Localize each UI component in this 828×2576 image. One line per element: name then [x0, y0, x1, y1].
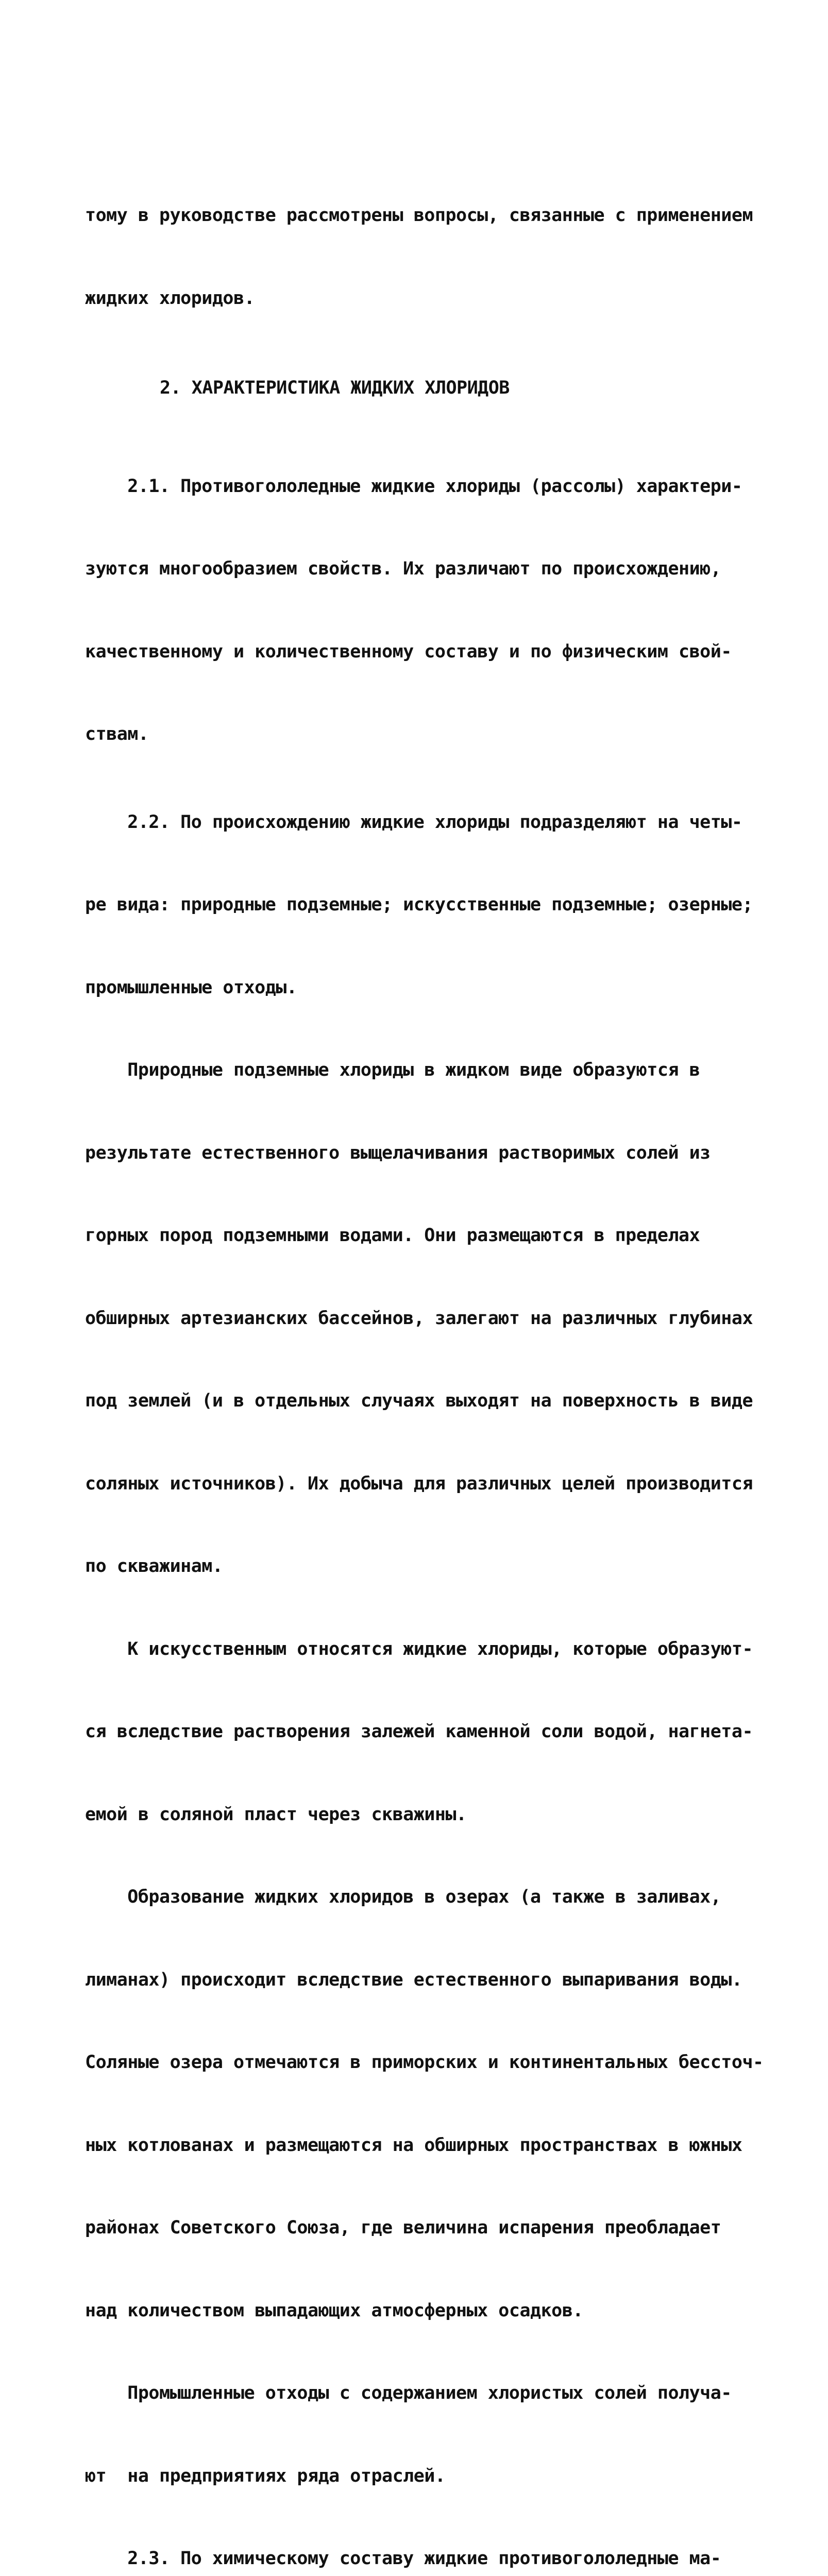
paragraph-line: 2.2. По происхождению жидкие хлориды подразделяют на четы- [85, 811, 742, 833]
paragraph-line: над количеством выпадающих атмосферных осадков. [85, 2300, 583, 2321]
paragraph-line: ствам. [85, 724, 149, 744]
paragraph-line: 2.3. По химическому составу жидкие противогололедные ма- [85, 2548, 721, 2569]
paragraph-line: К искусственным относятся жидкие хлориды, которые образуют- [85, 1638, 753, 1659]
paragraph-line: лиманах) происходит вследствие естественного выпаривания воды. [85, 1969, 742, 1990]
paragraph-line: Соляные озера отмечаются в приморских и континентальных бессточ- [85, 2052, 764, 2073]
paragraph-line: обширных артезианских бассейнов, залегают на различных глубинах [85, 1308, 753, 1329]
document-text [85, 147, 764, 2576]
paragraph-line: емой в соляной пласт через скважины. [85, 1804, 467, 1825]
paragraph-line: ре вида: природные подземные; искусственные подземные; озерные; [85, 894, 753, 915]
paragraph-line: Образование жидких хлоридов в озерах (а также в заливах, [85, 1887, 721, 1907]
paragraph-line: промышленные отходы. [85, 977, 297, 998]
paragraph-line: районах Советского Союза, где величина испарения преобладает [85, 2217, 721, 2238]
paragraph-line: Природные подземные хлориды в жидком виде образуются в [85, 1060, 700, 1080]
paragraph-line: по скважинам. [85, 1556, 223, 1577]
paragraph-line: под землей (и в отдельных случаях выходят на поверхность в виде [85, 1391, 753, 1411]
text-line: жидких хлоридов. [85, 287, 255, 309]
section-heading: 2. ХАРАКТЕРИСТИКА ЖИДКИХ ХЛОРИДОВ [160, 378, 510, 398]
paragraph-line: горных пород подземными водами. Они размещаются в пределах [85, 1225, 700, 1246]
text-line: тому в руководстве рассмотрены вопросы, связанные с применением [85, 205, 753, 226]
paragraph-line: ют на предприятиях ряда отраслей. [85, 2465, 446, 2486]
paragraph-line: Промышленные отходы с содержанием хлористых солей получа- [85, 2383, 732, 2403]
paragraph-line: качественному и количественному составу и по физическим свой- [85, 641, 732, 662]
paragraph-line: соляных источников). Их добыча для различных целей производится [85, 1473, 753, 1494]
paragraph-line: зуются многообразием свойств. Их различают по происхождению, [85, 558, 721, 579]
paragraph-line: 2.1. Противогололедные жидкие хлориды (рассолы) характери- [85, 476, 742, 497]
paragraph-line: результате естественного выщелачивания растворимых солей из [85, 1142, 711, 1163]
paragraph-line: ных котлованах и размещаются на обширных пространствах в южных [85, 2134, 742, 2156]
paragraph-line: ся вследствие растворения залежей каменной соли водой, нагнета- [85, 1721, 753, 1742]
